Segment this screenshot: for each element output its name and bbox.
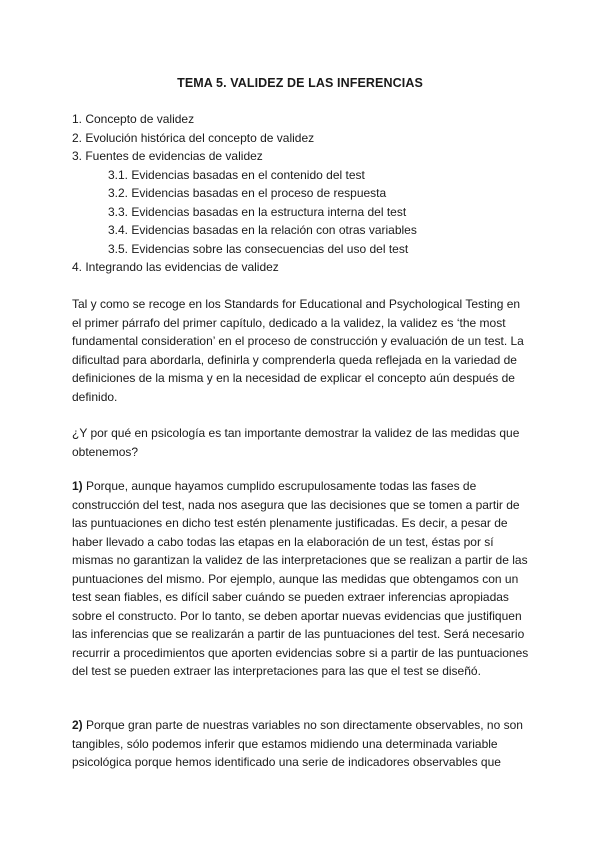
reason-2-label: 2): [72, 718, 83, 732]
document-title: TEMA 5. VALIDEZ DE LAS INFERENCIAS: [177, 76, 423, 90]
toc-item: 4. Integrando las evidencias de validez: [72, 260, 279, 274]
toc-item: 1. Concepto de validez: [72, 112, 195, 126]
reason-2-text: Porque gran parte de nuestras variables no son directamente observables, no son tangibles, sólo podemos inferir que estamos midiendo una determinada variable psicológica porque hemos identificado una serie de indicadores observables que: [72, 718, 523, 769]
reason-1-paragraph: [72, 477, 530, 681]
toc-subitem: 3.5. Evidencias sobre las consecuencias del uso del test: [108, 241, 409, 256]
reason-1-label: 1): [72, 479, 83, 493]
table-of-contents: [72, 110, 532, 277]
toc-item: 3. Fuentes de evidencias de validez: [72, 149, 263, 163]
toc-subitem: 3.2. Evidencias basadas en el proceso de respuesta: [108, 186, 387, 200]
toc-subitem: 3.1. Evidencias basadas en el contenido del test: [108, 167, 365, 182]
intro-paragraph: Tal y como se recoge en los Standards for Educational and Psychological Testing en el primer párrafo del primer capítulo, dedicado a la validez, la validez es ‘the most fundamental consideration’ en el proceso de construcción y evaluación de un test. La dificultad para abordarla, definirla y comprenderla queda reflejada en la variedad de definiciones de la misma y en la necesidad de explicar el concepto aún después de definido.: [72, 297, 524, 404]
toc-subitem: 3.3. Evidencias basadas en la estructura interna del test: [108, 204, 407, 219]
toc-subitem: 3.4. Evidencias basadas en la relación con otras variables: [108, 223, 417, 237]
toc-item: 2. Evolución histórica del concepto de validez: [72, 130, 315, 145]
reason-2-paragraph: [72, 716, 530, 772]
question-paragraph: ¿Y por qué en psicología es tan importante demostrar la validez de las medidas que obtenemos?: [72, 426, 520, 459]
reason-1-text: Porque, aunque hayamos cumplido escrupulosamente todas las fases de construcción del test, nada nos asegura que las decisiones que se tomen a partir de las puntuaciones en dicho test estén plenamente justificadas. Es decir, a pesar de haber llevado a cabo todas las etapas en la elaboración de un test, éstas por sí mismas no garantizan la validez de las interpretaciones que se realizan a partir de las puntuaciones del mismo. Por ejemplo, aunque las medidas que obtengamos con un test sean fiables, es difícil saber cuándo se pueden extraer inferencias apropiadas sobre el constructo. Por lo tanto, se deben aportar nuevas evidencias que justifiquen las inferencias que se realizarán a partir de las puntuaciones del test. Será necesario recurrir a procedimientos que aporten evidencias sobre si a partir de las puntuaciones del test se pueden extraer las interpretaciones para las que el test se diseñó.: [72, 479, 529, 678]
